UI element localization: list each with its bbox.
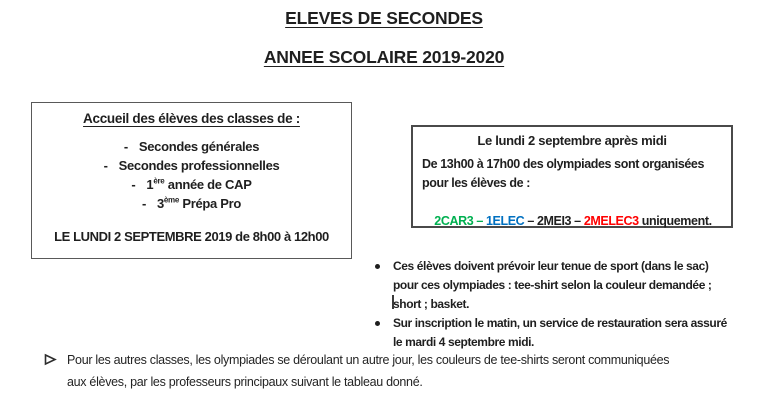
list-item [32, 137, 351, 156]
class-code-2melec3: 2MELEC3 [583, 214, 639, 228]
list-item-label [157, 196, 241, 211]
footnote-text [67, 349, 760, 393]
class-code-2mei3: – 2MEI3 – [524, 214, 584, 228]
list-item-sup: ème [163, 195, 180, 205]
list-item [374, 314, 768, 352]
class-code-2car3: 2CAR3 – [434, 214, 486, 228]
page-subtitle [0, 47, 768, 68]
bullet-text [393, 314, 768, 352]
olympiades-box [411, 125, 733, 228]
paragraph-line: De 13h00 à 17h00 des olympiades sont organisées [422, 157, 705, 171]
instructions-list [374, 257, 768, 352]
bullet-text [393, 257, 768, 314]
bullet-icon [375, 321, 380, 326]
list-item [32, 175, 351, 194]
list-item-label: Secondes professionnelles [118, 158, 280, 173]
welcome-box-footer: LE LUNDI 2 SEPTEMBRE 2019 de 8h00 à 12h00 [54, 229, 329, 244]
bullet-line: Ces élèves doivent prévoir leur tenue de sport (dans le sac) [393, 259, 709, 273]
page-title [0, 8, 768, 29]
olympiades-box-heading: Le lundi 2 septembre après midi [477, 133, 667, 148]
footnote-line: Pour les autres classes, les olympiades se déroulant un autre jour, les couleurs de tee-shirts seront communiquées [67, 353, 670, 367]
bullet-line: pour ces olympiades : tee-shirt selon la couleur demandée ; [393, 278, 712, 292]
bullet-line: le mardi 4 septembre midi. [393, 335, 534, 349]
bullet-line: short ; basket. [393, 297, 470, 311]
list-item [32, 194, 351, 213]
text-cursor [392, 295, 394, 309]
list-item-rest: année de CAP [164, 177, 252, 192]
welcome-box-list [32, 137, 351, 213]
list-item-label [146, 177, 251, 192]
page-subtitle-text: ANNEE SCOLAIRE 2019-2020 [263, 47, 505, 67]
list-item-base: 1 [146, 177, 154, 192]
welcome-box [31, 102, 352, 259]
list-item-sup: ère [153, 176, 165, 186]
list-item-label: Secondes générales [138, 139, 260, 154]
dash-marker: - [123, 139, 128, 154]
dash-marker: - [103, 158, 108, 173]
welcome-box-heading: Accueil des élèves des classes de : [83, 111, 300, 126]
paragraph-line: pour les élèves de : [422, 176, 531, 190]
list-item [374, 257, 768, 314]
bullet-line: Sur inscription le matin, un service de restauration sera assuré [393, 316, 727, 330]
list-item-base: 3 [156, 196, 164, 211]
class-codes-suffix: uniquement. [638, 214, 712, 228]
arrowhead-bullet-icon [44, 353, 57, 371]
list-item-rest: Prépa Pro [179, 196, 242, 211]
dash-marker: - [131, 177, 136, 192]
class-codes-line [422, 200, 722, 242]
dash-marker: - [141, 196, 146, 211]
list-item [32, 156, 351, 175]
page-title-text: ELEVES DE SECONDES [285, 8, 483, 28]
olympiades-box-paragraph [422, 155, 722, 193]
footnote [44, 349, 760, 393]
bullet-icon [375, 264, 380, 269]
footnote-line: aux élèves, par les professeurs principaux suivant le tableau donné. [67, 375, 423, 389]
class-code-1elec: 1ELEC [485, 214, 525, 228]
